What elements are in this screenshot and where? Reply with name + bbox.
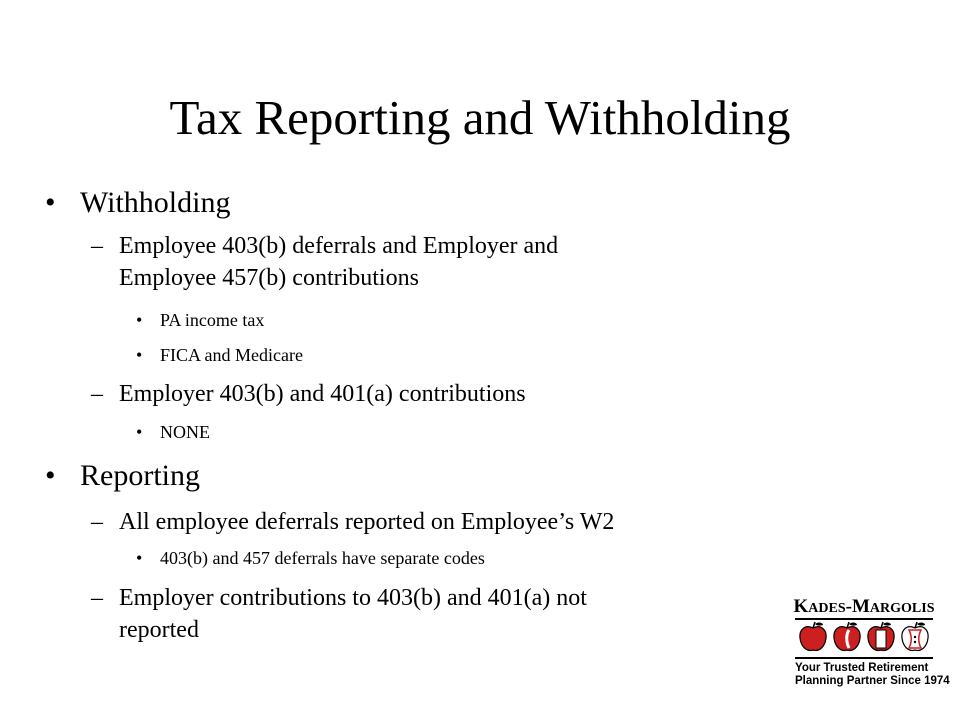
logo-tagline: Planning Partner Since 1974 — [795, 675, 950, 687]
slide-title: Tax Reporting and Withholding — [169, 90, 791, 145]
logo-divider — [795, 657, 933, 659]
subbullet-line: Employer 403(b) and 401(a) contributions — [119, 381, 526, 407]
bullet-text: Withholding — [80, 186, 231, 219]
dash-icon: – — [91, 233, 103, 259]
subbullet-employer-contributions — [91, 378, 751, 410]
subsubbullet-text: PA income tax — [160, 310, 265, 330]
bullet-icon: • — [136, 310, 143, 330]
logo-tagline: Your Trusted Retirement — [795, 662, 929, 674]
subsubbullet-text: 403(b) and 457 deferrals have separate codes — [160, 548, 485, 568]
dash-icon: – — [91, 585, 103, 611]
subsubbullet-text: NONE — [160, 422, 210, 442]
subbullet-line: Employee 457(b) contributions — [119, 265, 419, 291]
bullet-icon: • — [136, 422, 143, 442]
bullet-icon: • — [136, 548, 143, 568]
bullet-icon: • — [45, 186, 56, 219]
subbullet-line: Employer contributions to 403(b) and 401(a) not — [119, 585, 587, 611]
subbullet-employer-not-reported — [91, 582, 751, 646]
subbullet-line: All employee deferrals reported on Employee’s W2 — [119, 509, 615, 535]
subbullet-employee-w2 — [91, 506, 751, 538]
dash-icon: – — [91, 381, 103, 407]
subbullet-line: reported — [119, 617, 199, 643]
bullet-icon: • — [45, 459, 56, 492]
subbullet-line: Employee 403(b) deferrals and Employer and — [119, 233, 559, 259]
apples-icon — [795, 618, 933, 654]
subbullet-employee-deferrals — [91, 230, 751, 294]
bullet-icon: • — [136, 345, 143, 365]
dash-icon: – — [91, 509, 103, 535]
bullet-text: Reporting — [80, 459, 200, 492]
company-logo — [793, 592, 950, 692]
logo-name: KADES-MARGOLIS — [793, 596, 935, 617]
subsubbullet-text: FICA and Medicare — [160, 345, 303, 365]
logo-wordmark — [795, 592, 933, 618]
